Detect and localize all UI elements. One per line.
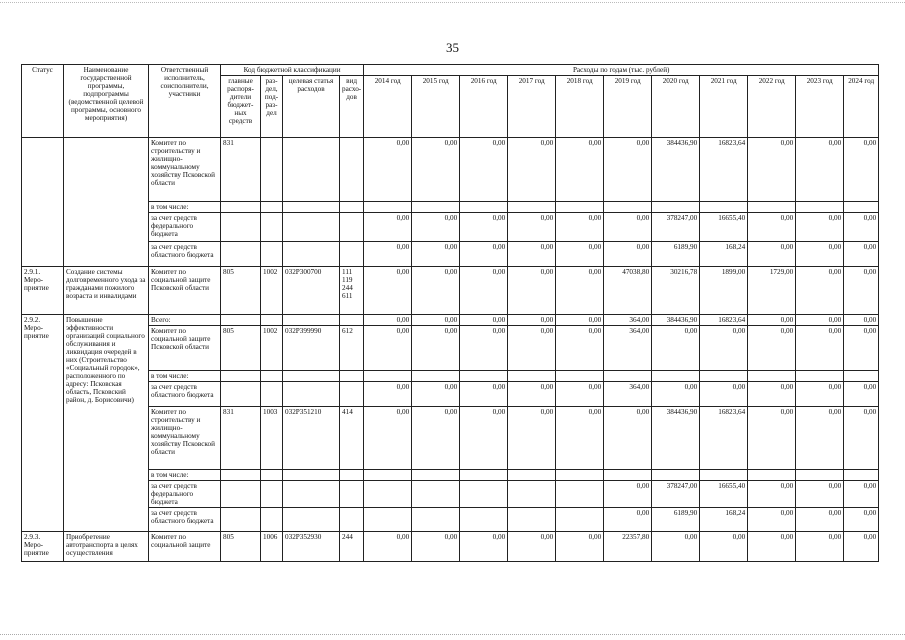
row-expense-type [340, 481, 364, 508]
row-year-value [604, 371, 652, 382]
row-year-value: 16655,40 [700, 213, 748, 242]
row-year-value [556, 202, 604, 213]
row-executor: в том числе: [149, 371, 221, 382]
header-year: 2019 год [604, 76, 652, 138]
row-year-value [460, 202, 508, 213]
row-year-value: 0,00 [556, 315, 604, 326]
row-year-value: 0,00 [460, 213, 508, 242]
row-year-value: 0,00 [748, 508, 796, 532]
header-rz: раз-дел, под-раз-дел [261, 76, 283, 138]
row-executor: Комитет по строительству и жилищно-коммунальному хозяйству Псковской области [149, 138, 221, 202]
row-grbs [221, 470, 261, 481]
row-year-value: 0,00 [412, 315, 460, 326]
row-year-value: 378247,00 [652, 213, 700, 242]
row-year-value: 0,00 [508, 532, 556, 562]
row-year-value: 0,00 [364, 138, 412, 202]
row-grbs [221, 508, 261, 532]
header-year: 2015 год [412, 76, 460, 138]
row-year-value: 0,00 [748, 315, 796, 326]
row-year-value: 0,00 [460, 407, 508, 470]
row-expense-type [340, 371, 364, 382]
row-year-value: 384436,90 [652, 315, 700, 326]
row-target-article [283, 382, 340, 407]
row-executor: Комитет по социальной защите Псковской области [149, 326, 221, 371]
row-name: Приобретение автотранспорта в целях осуществления [64, 532, 149, 562]
row-year-value: 0,00 [748, 213, 796, 242]
row-expense-type [340, 315, 364, 326]
row-section [261, 470, 283, 481]
row-year-value: 0,00 [604, 213, 652, 242]
row-expense-type [340, 138, 364, 202]
row-year-value: 0,00 [364, 326, 412, 371]
row-year-value: 0,00 [604, 407, 652, 470]
row-year-value [364, 371, 412, 382]
row-grbs: 805 [221, 267, 261, 315]
row-section [261, 213, 283, 242]
row-target-article: 032P351210 [283, 407, 340, 470]
table-row [22, 138, 879, 202]
row-year-value [700, 470, 748, 481]
table-body [22, 138, 879, 562]
row-year-value [508, 481, 556, 508]
header-year: 2022 год [748, 76, 796, 138]
row-year-value [556, 508, 604, 532]
row-year-value: 0,00 [364, 382, 412, 407]
row-year-value [844, 202, 879, 213]
row-year-value: 0,00 [796, 138, 844, 202]
row-expense-type [340, 213, 364, 242]
row-year-value [604, 470, 652, 481]
row-year-value: 0,00 [508, 213, 556, 242]
row-year-value: 0,00 [460, 532, 508, 562]
row-target-article [283, 470, 340, 481]
row-expense-type [340, 382, 364, 407]
row-section [261, 481, 283, 508]
row-year-value: 0,00 [796, 213, 844, 242]
row-year-value: 0,00 [796, 326, 844, 371]
row-year-value [652, 371, 700, 382]
row-year-value: 0,00 [796, 407, 844, 470]
table-row [22, 407, 879, 470]
row-target-article [283, 315, 340, 326]
row-year-value: 0,00 [508, 407, 556, 470]
row-year-value: 22357,80 [604, 532, 652, 562]
row-year-value [412, 202, 460, 213]
row-expense-type: 612 [340, 326, 364, 371]
row-year-value: 0,00 [364, 267, 412, 315]
row-year-value: 0,00 [844, 532, 879, 562]
row-status: 2.9.3. Меро-приятие [22, 532, 64, 562]
budget-table [21, 64, 879, 562]
row-year-value: 384436,90 [652, 407, 700, 470]
row-executor: за счет средств областного бюджета [149, 242, 221, 267]
header-executor: Ответственный исполнитель, соисполнители, участники [149, 65, 221, 138]
row-year-value: 0,00 [796, 382, 844, 407]
row-year-value: 364,00 [604, 315, 652, 326]
table-header [22, 65, 879, 138]
row-year-value: 0,00 [508, 138, 556, 202]
row-year-value: 0,00 [460, 242, 508, 267]
row-year-value: 0,00 [508, 382, 556, 407]
row-year-value: 0,00 [748, 242, 796, 267]
row-year-value: 0,00 [556, 407, 604, 470]
row-year-value: 1729,00 [748, 267, 796, 315]
row-expense-type [340, 508, 364, 532]
row-year-value: 0,00 [412, 407, 460, 470]
row-executor: Комитет по социальной защите [149, 532, 221, 562]
row-year-value: 0,00 [796, 242, 844, 267]
row-section [261, 202, 283, 213]
row-target-article [283, 508, 340, 532]
row-year-value: 0,00 [364, 242, 412, 267]
row-executor: в том числе: [149, 202, 221, 213]
row-year-value: 0,00 [700, 326, 748, 371]
row-year-value: 0,00 [556, 213, 604, 242]
header-csr: целевая статья расходов [283, 76, 340, 138]
row-expense-type [340, 202, 364, 213]
row-target-article [283, 242, 340, 267]
row-year-value: 0,00 [556, 326, 604, 371]
row-year-value: 0,00 [844, 481, 879, 508]
row-year-value [412, 481, 460, 508]
row-year-value: 0,00 [364, 315, 412, 326]
row-executor: Всего: [149, 315, 221, 326]
row-year-value [556, 481, 604, 508]
row-year-value: 0,00 [508, 315, 556, 326]
row-grbs: 831 [221, 138, 261, 202]
row-section [261, 508, 283, 532]
row-year-value: 0,00 [412, 267, 460, 315]
row-year-value [460, 508, 508, 532]
row-year-value: 168,24 [700, 508, 748, 532]
row-year-value: 0,00 [364, 213, 412, 242]
row-year-value: 378247,00 [652, 481, 700, 508]
row-year-value: 0,00 [844, 242, 879, 267]
row-section: 1002 [261, 326, 283, 371]
row-year-value: 0,00 [556, 267, 604, 315]
header-year: 2024 год [844, 76, 879, 138]
row-grbs [221, 382, 261, 407]
row-year-value [460, 371, 508, 382]
row-year-value [604, 202, 652, 213]
row-year-value: 0,00 [748, 481, 796, 508]
table-row [22, 242, 879, 267]
row-year-value: 16823,64 [700, 315, 748, 326]
row-year-value [460, 470, 508, 481]
row-year-value [796, 470, 844, 481]
row-year-value: 0,00 [700, 382, 748, 407]
row-section [261, 315, 283, 326]
row-grbs [221, 213, 261, 242]
row-year-value: 6189,90 [652, 242, 700, 267]
row-year-value [652, 202, 700, 213]
row-year-value [700, 202, 748, 213]
row-year-value: 0,00 [796, 508, 844, 532]
row-year-value: 6189,90 [652, 508, 700, 532]
row-expense-type: 414 [340, 407, 364, 470]
row-section [261, 138, 283, 202]
row-year-value: 0,00 [844, 407, 879, 470]
table-row [22, 202, 879, 213]
row-year-value: 0,00 [700, 532, 748, 562]
row-year-value: 0,00 [796, 532, 844, 562]
row-section [261, 371, 283, 382]
row-year-value: 0,00 [556, 382, 604, 407]
row-year-value: 16823,64 [700, 407, 748, 470]
row-year-value [364, 202, 412, 213]
row-year-value: 16655,40 [700, 481, 748, 508]
row-name [64, 138, 149, 267]
row-year-value: 0,00 [604, 138, 652, 202]
row-year-value: 0,00 [460, 315, 508, 326]
table-row [22, 315, 879, 326]
table-row [22, 470, 879, 481]
row-grbs [221, 202, 261, 213]
row-status: 2.9.2. Меро-приятие [22, 315, 64, 532]
row-year-value: 0,00 [412, 242, 460, 267]
row-target-article: 032P352930 [283, 532, 340, 562]
row-status: 2.9.1. Меро-приятие [22, 267, 64, 315]
header-year: 2014 год [364, 76, 412, 138]
row-year-value: 0,00 [844, 508, 879, 532]
row-executor: за счет средств федерального бюджета [149, 481, 221, 508]
header-year: 2021 год [700, 76, 748, 138]
row-year-value: 0,00 [796, 267, 844, 315]
row-executor: за счет средств федерального бюджета [149, 213, 221, 242]
row-year-value [508, 508, 556, 532]
header-name: Наименование государственной программы, подпрограммы (ведомственной целевой программы, основного мероприятия) [64, 65, 149, 138]
header-year: 2017 год [508, 76, 556, 138]
row-year-value: 0,00 [364, 532, 412, 562]
header-year: 2018 год [556, 76, 604, 138]
row-grbs: 831 [221, 407, 261, 470]
table-row [22, 532, 879, 562]
header-year: 2023 год [796, 76, 844, 138]
row-year-value: 0,00 [412, 532, 460, 562]
row-target-article: 032P399990 [283, 326, 340, 371]
row-year-value [412, 371, 460, 382]
header-budget-codes: Код бюджетной классификации [221, 65, 364, 76]
header-status: Статус [22, 65, 64, 138]
row-year-value [508, 202, 556, 213]
row-year-value: 0,00 [412, 326, 460, 371]
row-grbs [221, 315, 261, 326]
row-year-value [412, 470, 460, 481]
row-year-value: 0,00 [460, 326, 508, 371]
row-year-value: 168,24 [700, 242, 748, 267]
page-number: 35 [446, 40, 459, 55]
row-year-value: 0,00 [508, 326, 556, 371]
row-year-value: 0,00 [460, 267, 508, 315]
table-row [22, 267, 879, 315]
row-year-value [508, 371, 556, 382]
row-section [261, 382, 283, 407]
row-year-value [412, 508, 460, 532]
row-year-value: 384436,90 [652, 138, 700, 202]
row-year-value [844, 470, 879, 481]
row-year-value: 0,00 [844, 267, 879, 315]
row-year-value [364, 508, 412, 532]
row-year-value: 16823,64 [700, 138, 748, 202]
table-row [22, 213, 879, 242]
row-executor: за счет средств областного бюджета [149, 382, 221, 407]
row-year-value: 0,00 [748, 407, 796, 470]
row-year-value: 0,00 [412, 213, 460, 242]
header-expenses: Расходы по годам (тыс. рублей) [364, 65, 879, 76]
header-year: 2016 год [460, 76, 508, 138]
row-year-value: 0,00 [844, 382, 879, 407]
row-year-value: 0,00 [748, 138, 796, 202]
row-year-value: 364,00 [604, 382, 652, 407]
row-year-value [556, 470, 604, 481]
row-name: Повышение эффективности организаций социального обслуживания и ликвидация очередей в них (Строительство «Социальный городок», расположенного по адресу: Псковская область, Псковский район, д. Борисовичи) [64, 315, 149, 532]
table-row [22, 508, 879, 532]
row-year-value [460, 481, 508, 508]
row-year-value [844, 371, 879, 382]
scan-edge-bottom [0, 634, 905, 636]
row-year-value: 0,00 [844, 138, 879, 202]
table-row [22, 371, 879, 382]
row-year-value: 0,00 [748, 532, 796, 562]
row-year-value: 0,00 [844, 315, 879, 326]
row-target-article: 032P300700 [283, 267, 340, 315]
row-target-article [283, 202, 340, 213]
row-executor: Комитет по социальной защите Псковской области [149, 267, 221, 315]
table-row [22, 326, 879, 371]
row-year-value: 30216,78 [652, 267, 700, 315]
row-year-value: 0,00 [748, 382, 796, 407]
row-year-value: 0,00 [652, 532, 700, 562]
scan-edge-top [0, 2, 905, 4]
table-row [22, 481, 879, 508]
row-year-value: 47038,80 [604, 267, 652, 315]
row-status [22, 138, 64, 267]
row-section: 1003 [261, 407, 283, 470]
row-year-value [748, 202, 796, 213]
row-target-article [283, 213, 340, 242]
row-grbs [221, 371, 261, 382]
row-grbs: 805 [221, 532, 261, 562]
row-section [261, 242, 283, 267]
row-year-value: 0,00 [556, 138, 604, 202]
row-year-value: 0,00 [460, 382, 508, 407]
row-year-value: 0,00 [604, 508, 652, 532]
row-target-article [283, 481, 340, 508]
row-executor: в том числе: [149, 470, 221, 481]
row-year-value: 0,00 [748, 326, 796, 371]
row-target-article [283, 138, 340, 202]
row-expense-type [340, 470, 364, 481]
row-year-value: 0,00 [796, 481, 844, 508]
row-year-value [364, 470, 412, 481]
row-expense-type: 111 119 244 611 [340, 267, 364, 315]
header-vr: вид расхо-дов [340, 76, 364, 138]
row-grbs [221, 242, 261, 267]
row-name: Создание системы долговременного ухода за гражданами пожилого возраста и инвалидами [64, 267, 149, 315]
row-year-value [796, 202, 844, 213]
row-year-value: 0,00 [844, 213, 879, 242]
row-section: 1006 [261, 532, 283, 562]
row-year-value [748, 371, 796, 382]
row-year-value [700, 371, 748, 382]
row-year-value [508, 470, 556, 481]
row-year-value: 364,00 [604, 326, 652, 371]
row-executor: за счет средств областного бюджета [149, 508, 221, 532]
row-year-value: 0,00 [604, 242, 652, 267]
header-grbs: главные распоря-дители бюджет-ных средств [221, 76, 261, 138]
row-year-value: 0,00 [412, 382, 460, 407]
row-year-value [364, 481, 412, 508]
row-expense-type [340, 242, 364, 267]
row-year-value [796, 371, 844, 382]
row-year-value: 0,00 [460, 138, 508, 202]
row-year-value: 0,00 [652, 382, 700, 407]
row-year-value [556, 371, 604, 382]
row-year-value: 0,00 [508, 242, 556, 267]
row-year-value: 1899,00 [700, 267, 748, 315]
row-year-value: 0,00 [412, 138, 460, 202]
row-executor: Комитет по строительству и жилищно-коммунальному хозяйству Псковской области [149, 407, 221, 470]
row-section: 1002 [261, 267, 283, 315]
row-year-value: 0,00 [844, 326, 879, 371]
row-target-article [283, 371, 340, 382]
row-year-value [748, 470, 796, 481]
header-year: 2020 год [652, 76, 700, 138]
row-year-value: 0,00 [796, 315, 844, 326]
row-expense-type: 244 [340, 532, 364, 562]
row-year-value: 0,00 [556, 532, 604, 562]
row-year-value [652, 470, 700, 481]
row-year-value: 0,00 [556, 242, 604, 267]
row-grbs: 805 [221, 326, 261, 371]
row-year-value: 0,00 [364, 407, 412, 470]
row-year-value: 0,00 [508, 267, 556, 315]
row-grbs [221, 481, 261, 508]
row-year-value: 0,00 [604, 481, 652, 508]
table-row [22, 382, 879, 407]
row-year-value: 0,00 [652, 326, 700, 371]
